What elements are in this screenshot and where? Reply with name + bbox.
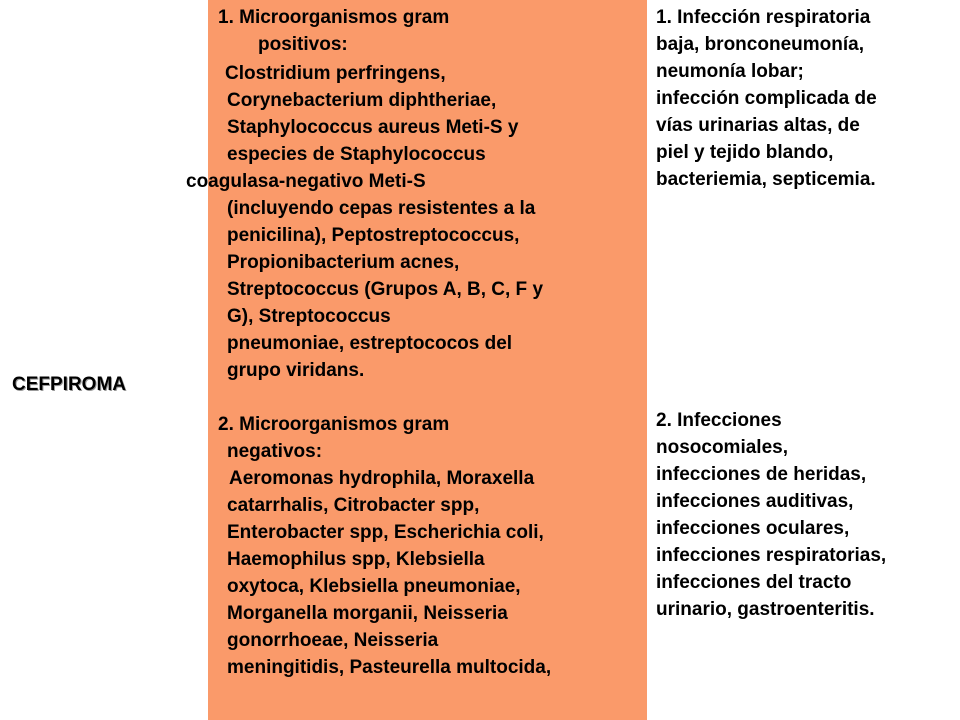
gram-positive-line: (incluyendo cepas resistentes a la bbox=[227, 198, 536, 219]
gram-positive-line: coagulasa-negativo Meti-S bbox=[186, 171, 426, 192]
indication-line: urinario, gastroenteritis. bbox=[656, 599, 875, 620]
indication-line: neumonía lobar; bbox=[656, 61, 804, 82]
gram-positive-line: Clostridium perfringens, bbox=[225, 63, 446, 84]
indication-line: infecciones de heridas, bbox=[656, 464, 867, 485]
gram-positive-heading: positivos: bbox=[258, 34, 348, 55]
gram-positive-line: pneumoniae, estreptococos del bbox=[227, 333, 513, 354]
drug-name: CEFPIROMA bbox=[12, 374, 126, 395]
indication-line: piel y tejido blando, bbox=[656, 142, 834, 163]
indications-column bbox=[656, 0, 960, 720]
gram-positive-line: G), Streptococcus bbox=[227, 306, 391, 327]
gram-positive-heading: 1. Microorganismos gram bbox=[218, 7, 450, 28]
indication-line: infección complicada de bbox=[656, 88, 877, 109]
gram-negative-line: Morganella morganii, Neisseria bbox=[227, 603, 508, 624]
indication-line: infecciones auditivas, bbox=[656, 491, 854, 512]
gram-negative-line: oxytoca, Klebsiella pneumoniae, bbox=[227, 576, 521, 597]
indication-line: bacteriemia, septicemia. bbox=[656, 169, 876, 190]
gram-negative-line: Aeromonas hydrophila, Moraxella bbox=[229, 468, 535, 489]
gram-negative-line: gonorrhoeae, Neisseria bbox=[227, 630, 439, 651]
gram-positive-line: Streptococcus (Grupos A, B, C, F y bbox=[227, 279, 544, 300]
gram-negative-heading: 2. Microorganismos gram bbox=[218, 414, 450, 435]
indication-line: infecciones respiratorias, bbox=[656, 545, 887, 566]
indication-line: 2. Infecciones bbox=[656, 410, 782, 431]
gram-negative-line: Enterobacter spp, Escherichia coli, bbox=[227, 522, 544, 543]
organisms-column bbox=[186, 0, 647, 720]
indication-line: 1. Infección respiratoria bbox=[656, 7, 871, 28]
gram-positive-line: penicilina), Peptostreptococcus, bbox=[227, 225, 520, 246]
gram-negative-line: Haemophilus spp, Klebsiella bbox=[227, 549, 485, 570]
indication-line: baja, bronconeumonía, bbox=[656, 34, 864, 55]
indication-line: infecciones oculares, bbox=[656, 518, 850, 539]
gram-negative-line: meningitidis, Pasteurella multocida, bbox=[227, 657, 552, 678]
indication-line: infecciones del tracto bbox=[656, 572, 852, 593]
indication-line: vías urinarias altas, de bbox=[656, 115, 860, 136]
indication-line: nosocomiales, bbox=[656, 437, 788, 458]
gram-positive-line: Staphylococcus aureus Meti-S y bbox=[227, 117, 519, 138]
gram-positive-line: especies de Staphylococcus bbox=[227, 144, 486, 165]
gram-positive-line: grupo viridans. bbox=[227, 360, 365, 381]
gram-negative-line: catarrhalis, Citrobacter spp, bbox=[227, 495, 480, 516]
gram-positive-line: Propionibacterium acnes, bbox=[227, 252, 460, 273]
gram-positive-line: Corynebacterium diphtheriae, bbox=[227, 90, 497, 111]
gram-negative-heading: negativos: bbox=[227, 441, 323, 462]
